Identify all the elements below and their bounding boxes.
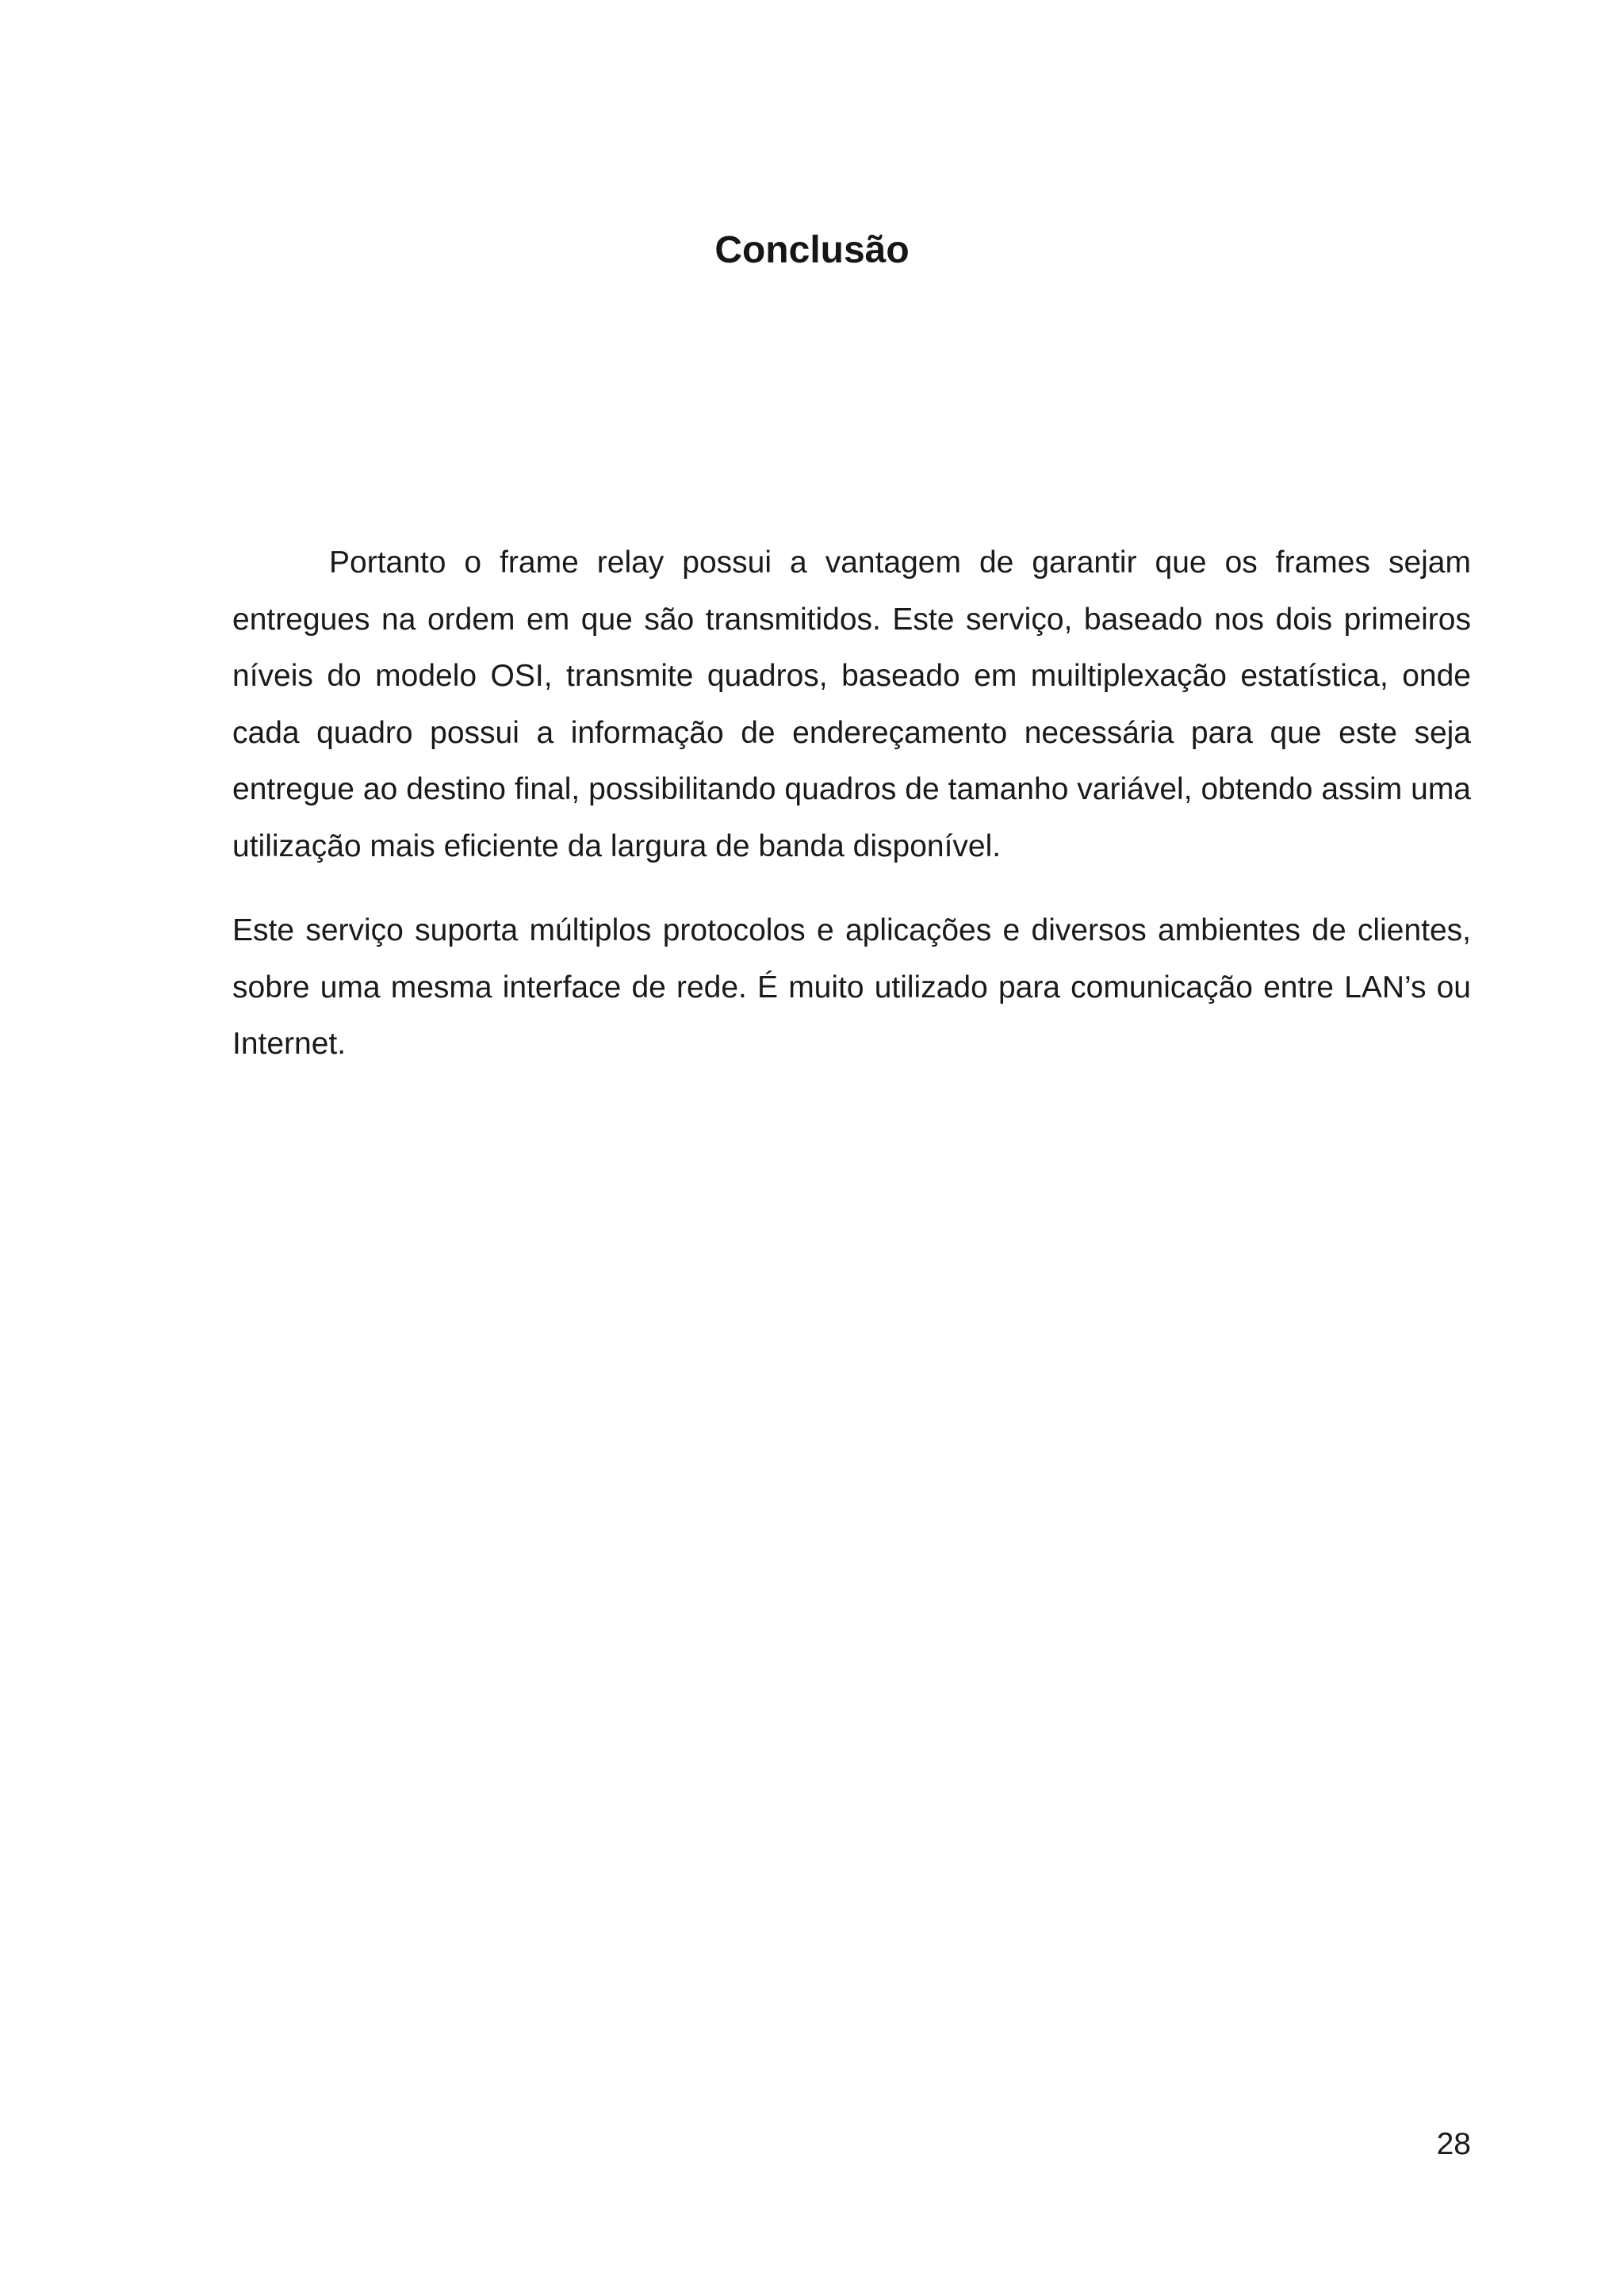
page-title: Conclusão	[714, 229, 910, 271]
paragraph-1: Portanto o frame relay possui a vantagem de garantir que os frames sejam entregues na ordem em que são transmitidos. Este serviço, baseado nos dois primeiros níveis do modelo OSI, transmite quadros, baseado em muiltiplexação estatística, onde cada quadro possui a informação de endereçamento necessária para que este seja entregue ao destino final, possibilitando quadros de tamanho variável, obtendo assim uma utilização mais eficiente da largura de banda disponível.	[232, 545, 1471, 863]
page-number: 28	[1436, 2127, 1471, 2161]
body-text	[232, 534, 1471, 1073]
paragraph-2: Este serviço suporta múltiplos protocolos e aplicações e diversos ambientes de clientes, sobre uma mesma interface de rede. É muito utilizado para comunicação entre LAN’s ou Internet.	[232, 913, 1471, 1061]
